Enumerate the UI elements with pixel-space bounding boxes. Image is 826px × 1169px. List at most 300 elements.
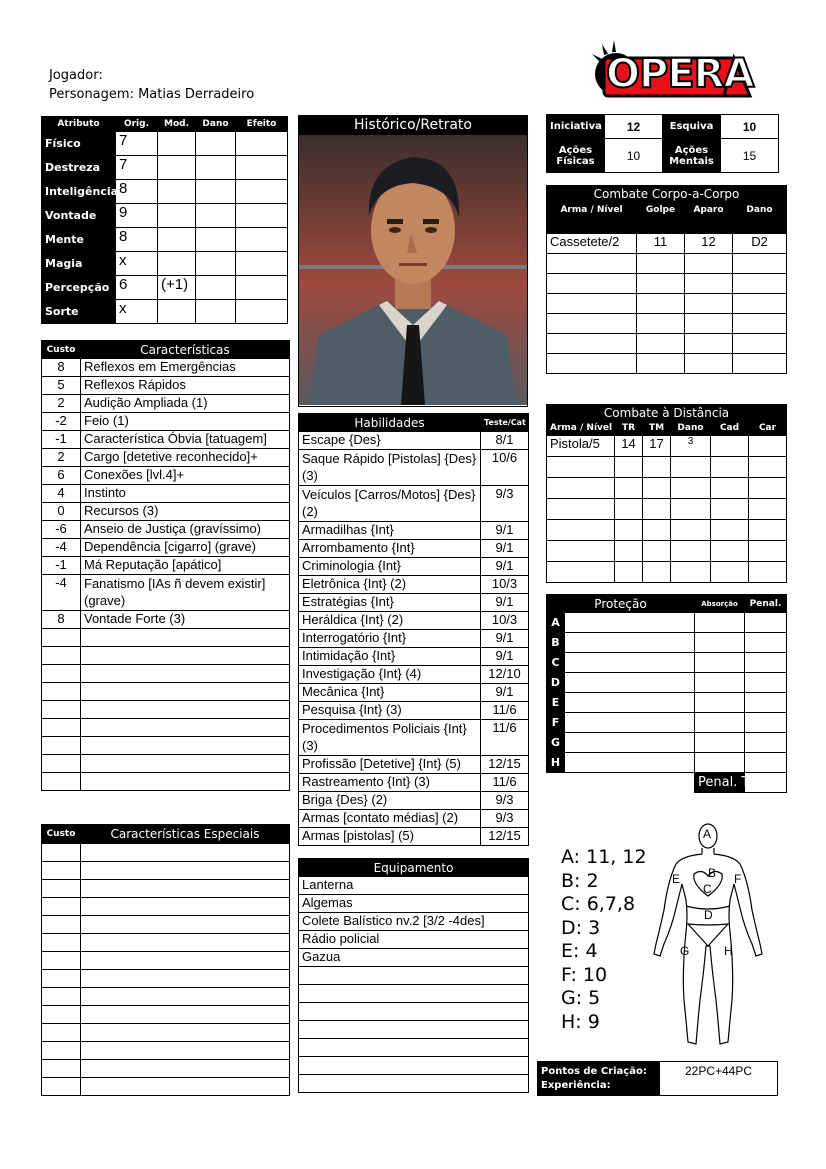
- hitpoint-line[interactable]: G: 5: [561, 987, 601, 1009]
- zone-label: F: [547, 713, 565, 733]
- ranged-tm[interactable]: [643, 499, 671, 520]
- attr-dano[interactable]: [196, 228, 236, 252]
- special-name[interactable]: [81, 844, 290, 862]
- attr-efeito[interactable]: [236, 228, 288, 252]
- zone-absorcao[interactable]: [695, 713, 745, 733]
- zone-armor[interactable]: [565, 633, 695, 653]
- skill-value[interactable]: 9/1: [481, 540, 529, 558]
- attr-efeito[interactable]: [236, 204, 288, 228]
- ranged-dano[interactable]: 3: [671, 436, 711, 457]
- zone-penal[interactable]: [745, 673, 787, 693]
- special-row: [42, 1060, 290, 1078]
- equipment-item[interactable]: [299, 1003, 529, 1021]
- esquiva-value[interactable]: 10: [721, 115, 779, 139]
- attr-dano[interactable]: [196, 252, 236, 276]
- equipment-item[interactable]: Gazua: [299, 949, 529, 967]
- ranged-tm[interactable]: 17: [643, 436, 671, 457]
- creation-points-value[interactable]: 22PC+44PC: [660, 1062, 778, 1096]
- hitpoint-line[interactable]: F: 10: [561, 963, 608, 986]
- zone-penal[interactable]: [745, 753, 787, 773]
- special-cost[interactable]: [42, 934, 81, 952]
- ranged-car[interactable]: [749, 457, 787, 478]
- char-name[interactable]: [81, 683, 290, 701]
- attr-orig[interactable]: 8: [116, 180, 158, 204]
- zone-penal[interactable]: [745, 613, 787, 633]
- char-cost[interactable]: 6: [42, 467, 81, 485]
- special-name[interactable]: [81, 952, 290, 970]
- zone-armor[interactable]: [565, 713, 695, 733]
- char-cost[interactable]: 2: [42, 395, 81, 413]
- zone-penal[interactable]: [745, 653, 787, 673]
- equipment-item[interactable]: [299, 985, 529, 1003]
- hitpoint-line[interactable]: B: 2: [561, 869, 599, 892]
- special-name[interactable]: [81, 1024, 290, 1042]
- melee-aparo[interactable]: [685, 354, 733, 374]
- attr-mod[interactable]: [158, 228, 196, 252]
- skill-value[interactable]: 9/1: [481, 594, 529, 612]
- ranged-tm[interactable]: [643, 457, 671, 478]
- zone-penal[interactable]: [745, 633, 787, 653]
- char-name[interactable]: [81, 701, 290, 719]
- attr-efeito[interactable]: [236, 252, 288, 276]
- attr-name: Físico: [42, 132, 116, 156]
- ranged-weapon[interactable]: [547, 562, 615, 583]
- special-characteristics-table: [41, 824, 290, 1096]
- zone-armor[interactable]: [565, 693, 695, 713]
- char-cost[interactable]: 2: [42, 449, 81, 467]
- melee-aparo[interactable]: [685, 294, 733, 314]
- equipment-item[interactable]: [299, 1039, 529, 1057]
- special-name[interactable]: [81, 988, 290, 1006]
- char-cost[interactable]: -4: [42, 539, 81, 557]
- zone-label: H: [547, 753, 565, 773]
- char-name[interactable]: Reflexos Rápidos: [81, 377, 290, 395]
- ranged-dano[interactable]: [671, 499, 711, 520]
- zone-absorcao[interactable]: [695, 613, 745, 633]
- attr-dano[interactable]: [196, 300, 236, 324]
- ranged-cad[interactable]: [711, 436, 749, 457]
- attr-dano[interactable]: [196, 204, 236, 228]
- char-name[interactable]: [81, 629, 290, 647]
- melee-golpe[interactable]: [637, 354, 685, 374]
- ranged-tr[interactable]: [615, 478, 643, 499]
- skill-name[interactable]: Armas [contato médias] (2): [299, 810, 481, 828]
- char-name[interactable]: Recursos (3): [81, 503, 290, 521]
- melee-golpe[interactable]: [637, 274, 685, 294]
- char-name[interactable]: [81, 755, 290, 773]
- char-name[interactable]: Instinto: [81, 485, 290, 503]
- char-row: [42, 773, 290, 791]
- attr-orig[interactable]: 6: [116, 276, 158, 300]
- skill-value[interactable]: 9/3: [481, 792, 529, 810]
- special-cost[interactable]: [42, 1006, 81, 1024]
- ranged-dano[interactable]: [671, 478, 711, 499]
- attr-efeito[interactable]: [236, 300, 288, 324]
- skills-table: [298, 413, 529, 846]
- ranged-car[interactable]: [749, 541, 787, 562]
- skill-name[interactable]: Rastreamento {Int} (3): [299, 774, 481, 792]
- ranged-dano[interactable]: [671, 520, 711, 541]
- zone-armor[interactable]: [565, 673, 695, 693]
- melee-weapon[interactable]: [547, 254, 637, 274]
- ranged-tr[interactable]: [615, 541, 643, 562]
- ranged-header-cad: Cad: [711, 421, 749, 436]
- char-cost[interactable]: 5: [42, 377, 81, 395]
- zone-penal[interactable]: [745, 733, 787, 753]
- ranged-cad[interactable]: [711, 499, 749, 520]
- special-cost[interactable]: [42, 844, 81, 862]
- char-cost[interactable]: -2: [42, 413, 81, 431]
- melee-weapon[interactable]: [547, 294, 637, 314]
- ranged-cad[interactable]: [711, 562, 749, 583]
- melee-golpe[interactable]: [637, 294, 685, 314]
- ranged-tr[interactable]: [615, 499, 643, 520]
- zone-absorcao[interactable]: [695, 753, 745, 773]
- melee-golpe[interactable]: [637, 314, 685, 334]
- char-cost[interactable]: [42, 719, 81, 737]
- equipment-item[interactable]: Colete Balístico nv.2 [3/2 -4des]: [299, 913, 529, 931]
- ranged-tm[interactable]: [643, 478, 671, 499]
- char-name[interactable]: Audição Ampliada (1): [81, 395, 290, 413]
- skill-name[interactable]: Profissão [Detetive] {Int} (5): [299, 756, 481, 774]
- skill-value[interactable]: 9/1: [481, 684, 529, 702]
- equipment-item[interactable]: Algemas: [299, 895, 529, 913]
- char-name[interactable]: [81, 737, 290, 755]
- special-name[interactable]: [81, 898, 290, 916]
- skill-value[interactable]: 9/1: [481, 522, 529, 540]
- char-cost[interactable]: 8: [42, 611, 81, 629]
- char-name[interactable]: Má Reputação [apático]: [81, 557, 290, 575]
- char-cost[interactable]: [42, 683, 81, 701]
- char-name[interactable]: [81, 665, 290, 683]
- skill-row: [299, 612, 529, 630]
- attr-mod[interactable]: [158, 300, 196, 324]
- melee-row: [547, 334, 787, 354]
- char-name[interactable]: Anseio de Justiça (gravíssimo): [81, 521, 290, 539]
- skill-value[interactable]: 10/6: [481, 450, 529, 486]
- melee-weapon[interactable]: Cassetete/2: [547, 234, 637, 254]
- skill-name[interactable]: Interrogatório {Int}: [299, 630, 481, 648]
- melee-dano[interactable]: [733, 254, 787, 274]
- attr-name: Inteligência: [42, 180, 116, 204]
- melee-aparo[interactable]: [685, 274, 733, 294]
- esquiva-label: Esquiva: [663, 115, 721, 139]
- zone-armor[interactable]: [565, 613, 695, 633]
- protection-row: [547, 753, 787, 773]
- melee-aparo[interactable]: [685, 314, 733, 334]
- zone-penal[interactable]: [745, 693, 787, 713]
- zone-absorcao[interactable]: [695, 633, 745, 653]
- ranged-dano[interactable]: [671, 562, 711, 583]
- ranged-car[interactable]: [749, 436, 787, 457]
- char-cost[interactable]: 4: [42, 485, 81, 503]
- attr-orig[interactable]: 7: [116, 156, 158, 180]
- ranged-cad[interactable]: [711, 520, 749, 541]
- hitpoint-line[interactable]: A: 11, 12: [561, 846, 647, 868]
- char-cost[interactable]: 0: [42, 503, 81, 521]
- char-cost[interactable]: [42, 647, 81, 665]
- char-cost[interactable]: -1: [42, 431, 81, 449]
- skill-name[interactable]: Estratégias {Int}: [299, 594, 481, 612]
- ranged-car[interactable]: [749, 562, 787, 583]
- skill-value[interactable]: 9/3: [481, 810, 529, 828]
- special-cost[interactable]: [42, 1024, 81, 1042]
- skill-name[interactable]: Criminologia {Int}: [299, 558, 481, 576]
- ranged-cad[interactable]: [711, 541, 749, 562]
- ranged-cad[interactable]: [711, 478, 749, 499]
- char-name[interactable]: Feio (1): [81, 413, 290, 431]
- hitpoint-line[interactable]: H: 9: [561, 1010, 600, 1033]
- skill-value[interactable]: 11/6: [481, 702, 529, 720]
- skill-name[interactable]: Pesquisa {Int} (3): [299, 702, 481, 720]
- ranged-tr[interactable]: [615, 457, 643, 478]
- char-name[interactable]: Cargo [detetive reconhecido]+: [81, 449, 290, 467]
- attr-row: [42, 180, 288, 204]
- char-cost[interactable]: [42, 773, 81, 791]
- skill-value[interactable]: 9/3: [481, 486, 529, 522]
- special-name[interactable]: [81, 916, 290, 934]
- ranged-tr[interactable]: [615, 520, 643, 541]
- char-name[interactable]: [81, 773, 290, 791]
- special-cost[interactable]: [42, 898, 81, 916]
- attr-orig[interactable]: x: [116, 252, 158, 276]
- special-name[interactable]: [81, 1060, 290, 1078]
- equipment-item[interactable]: Lanterna: [299, 877, 529, 895]
- equipment-item[interactable]: Rádio policial: [299, 931, 529, 949]
- attr-efeito[interactable]: [236, 180, 288, 204]
- ranged-car[interactable]: [749, 499, 787, 520]
- attr-name: Percepção: [42, 276, 116, 300]
- skill-value[interactable]: 9/1: [481, 648, 529, 666]
- special-name[interactable]: [81, 862, 290, 880]
- attr-efeito[interactable]: [236, 156, 288, 180]
- special-row: [42, 1078, 290, 1096]
- char-cost[interactable]: -6: [42, 521, 81, 539]
- skill-value[interactable]: 8/1: [481, 432, 529, 450]
- char-cost[interactable]: [42, 665, 81, 683]
- attr-orig[interactable]: x: [116, 300, 158, 324]
- char-cost[interactable]: [42, 755, 81, 773]
- skill-name[interactable]: Armas [pistolas] (5): [299, 828, 481, 846]
- melee-golpe[interactable]: [637, 254, 685, 274]
- skill-name[interactable]: Eletrônica {Int} (2): [299, 576, 481, 594]
- char-row: [42, 737, 290, 755]
- body-label-f: F: [734, 872, 742, 886]
- zone-armor[interactable]: [565, 753, 695, 773]
- melee-aparo[interactable]: [685, 334, 733, 354]
- special-cost[interactable]: [42, 970, 81, 988]
- char-cost[interactable]: [42, 701, 81, 719]
- iniciativa-label: Iniciativa: [547, 115, 605, 139]
- char-row: [42, 449, 290, 467]
- char-row: [42, 377, 290, 395]
- attr-mod[interactable]: [158, 252, 196, 276]
- acoes-fisicas-label: Ações Físicas: [547, 139, 605, 173]
- char-name[interactable]: Conexões [lvl.4]+: [81, 467, 290, 485]
- melee-dano[interactable]: [733, 314, 787, 334]
- acoes-mentais-value[interactable]: 15: [721, 139, 779, 173]
- skill-value[interactable]: 12/15: [481, 756, 529, 774]
- attr-row: [42, 132, 288, 156]
- ranged-weapon[interactable]: [547, 478, 615, 499]
- melee-aparo[interactable]: 12: [685, 234, 733, 254]
- melee-dano[interactable]: [733, 294, 787, 314]
- melee-dano[interactable]: [733, 354, 787, 374]
- char-cost[interactable]: -4: [42, 575, 81, 611]
- char-name[interactable]: Reflexos em Emergências: [81, 359, 290, 377]
- attr-mod[interactable]: [158, 204, 196, 228]
- special-name[interactable]: [81, 934, 290, 952]
- melee-weapon[interactable]: [547, 314, 637, 334]
- acoes-fisicas-value[interactable]: 10: [605, 139, 663, 173]
- equipment-item[interactable]: [299, 967, 529, 985]
- special-name[interactable]: [81, 1042, 290, 1060]
- special-cost[interactable]: [42, 1060, 81, 1078]
- skill-value[interactable]: 12/15: [481, 828, 529, 846]
- ranged-dano[interactable]: [671, 457, 711, 478]
- skill-name[interactable]: Intimidação {Int}: [299, 648, 481, 666]
- attr-orig[interactable]: 9: [116, 204, 158, 228]
- char-row: [42, 395, 290, 413]
- zone-armor[interactable]: [565, 653, 695, 673]
- equipment-item[interactable]: [299, 1057, 529, 1075]
- zone-absorcao[interactable]: [695, 733, 745, 753]
- skill-value[interactable]: 12/10: [481, 666, 529, 684]
- ranged-tm[interactable]: [643, 541, 671, 562]
- ranged-tm[interactable]: [643, 520, 671, 541]
- attr-dano[interactable]: [196, 156, 236, 180]
- melee-aparo[interactable]: [685, 254, 733, 274]
- protection-row: [547, 713, 787, 733]
- special-cost[interactable]: [42, 952, 81, 970]
- char-cost[interactable]: [42, 737, 81, 755]
- attr-orig[interactable]: 7: [116, 132, 158, 156]
- special-name[interactable]: [81, 1078, 290, 1096]
- attr-mod[interactable]: [158, 156, 196, 180]
- skill-value[interactable]: 11/6: [481, 774, 529, 792]
- attr-mod[interactable]: [158, 180, 196, 204]
- zone-absorcao[interactable]: [695, 693, 745, 713]
- char-name[interactable]: [81, 647, 290, 665]
- attr-dano[interactable]: [196, 132, 236, 156]
- attr-efeito[interactable]: [236, 132, 288, 156]
- ranged-car[interactable]: [749, 520, 787, 541]
- melee-weapon[interactable]: [547, 334, 637, 354]
- char-name[interactable]: Característica Óbvia [tatuagem]: [81, 431, 290, 449]
- ranged-dano[interactable]: [671, 541, 711, 562]
- char-name[interactable]: [81, 719, 290, 737]
- char-cost[interactable]: 8: [42, 359, 81, 377]
- melee-weapon[interactable]: [547, 354, 637, 374]
- attr-row: [42, 204, 288, 228]
- equipment-item[interactable]: [299, 1021, 529, 1039]
- melee-golpe[interactable]: [637, 334, 685, 354]
- skill-name[interactable]: Heráldica {Int} (2): [299, 612, 481, 630]
- char-cost[interactable]: [42, 629, 81, 647]
- hitpoint-line[interactable]: D: 3: [561, 916, 601, 939]
- attr-dano[interactable]: [196, 180, 236, 204]
- melee-weapon[interactable]: [547, 274, 637, 294]
- skill-value[interactable]: 9/1: [481, 558, 529, 576]
- zone-label: A: [547, 613, 565, 633]
- ranged-car[interactable]: [749, 478, 787, 499]
- skill-name[interactable]: Saque Rápido [Pistolas] {Des} (3): [299, 450, 481, 486]
- hitpoint-line[interactable]: E: 4: [561, 940, 598, 962]
- attr-name: Mente: [42, 228, 116, 252]
- attr-mod[interactable]: (+1): [158, 276, 196, 300]
- melee-row: [547, 314, 787, 334]
- skill-value[interactable]: 9/1: [481, 630, 529, 648]
- ranged-weapon[interactable]: [547, 541, 615, 562]
- attr-dano[interactable]: [196, 276, 236, 300]
- skill-value[interactable]: 11/6: [481, 720, 529, 756]
- melee-dano[interactable]: [733, 274, 787, 294]
- skill-name[interactable]: Veículos [Carros/Motos] {Des} (2): [299, 486, 481, 522]
- ranged-weapon[interactable]: [547, 499, 615, 520]
- ranged-cad[interactable]: [711, 457, 749, 478]
- skill-value[interactable]: 10/3: [481, 576, 529, 594]
- ranged-weapon[interactable]: [547, 457, 615, 478]
- special-cost[interactable]: [42, 1042, 81, 1060]
- character-name[interactable]: Matias Derradeiro: [138, 87, 255, 102]
- skill-name[interactable]: Briga {Des} (2): [299, 792, 481, 810]
- attr-orig[interactable]: 8: [116, 228, 158, 252]
- skill-name[interactable]: Armadilhas {Int}: [299, 522, 481, 540]
- ranged-tm[interactable]: [643, 562, 671, 583]
- special-cost[interactable]: [42, 862, 81, 880]
- skill-name[interactable]: Investigação {Int} (4): [299, 666, 481, 684]
- melee-dano[interactable]: D2: [733, 234, 787, 254]
- special-cost[interactable]: [42, 1078, 81, 1096]
- attr-mod[interactable]: [158, 132, 196, 156]
- skill-name[interactable]: Arrombamento {Int}: [299, 540, 481, 558]
- logo-text: OPERA: [606, 51, 754, 97]
- zone-penal[interactable]: [745, 713, 787, 733]
- ranged-tr[interactable]: 14: [615, 436, 643, 457]
- melee-golpe[interactable]: 11: [637, 234, 685, 254]
- special-name[interactable]: [81, 1006, 290, 1024]
- special-cost[interactable]: [42, 988, 81, 1006]
- ranged-weapon[interactable]: [547, 520, 615, 541]
- iniciativa-value[interactable]: 12: [605, 115, 663, 139]
- ranged-title: Combate à Distância: [547, 405, 787, 421]
- attr-header-atributo: Atributo: [42, 117, 116, 132]
- special-name[interactable]: [81, 880, 290, 898]
- ranged-weapon[interactable]: Pistola/5: [547, 436, 615, 457]
- equipment-item[interactable]: [299, 1075, 529, 1093]
- ranged-tr[interactable]: [615, 562, 643, 583]
- char-name[interactable]: Vontade Forte (3): [81, 611, 290, 629]
- skill-name[interactable]: Escape {Des}: [299, 432, 481, 450]
- special-name[interactable]: [81, 970, 290, 988]
- ranged-header-arma: Arma / Nível: [547, 421, 615, 436]
- skill-name[interactable]: Procedimentos Policiais {Int} (3): [299, 720, 481, 756]
- char-cost[interactable]: -1: [42, 557, 81, 575]
- melee-dano[interactable]: [733, 334, 787, 354]
- skill-name[interactable]: Mecânica {Int}: [299, 684, 481, 702]
- special-cost[interactable]: [42, 880, 81, 898]
- attr-efeito[interactable]: [236, 276, 288, 300]
- skill-row: [299, 648, 529, 666]
- zone-absorcao[interactable]: [695, 673, 745, 693]
- special-cost[interactable]: [42, 916, 81, 934]
- zone-absorcao[interactable]: [695, 653, 745, 673]
- zone-armor[interactable]: [565, 733, 695, 753]
- char-name[interactable]: Fanatismo [IAs ñ devem existir] (grave): [81, 575, 290, 611]
- char-name[interactable]: Dependência [cigarro] (grave): [81, 539, 290, 557]
- skill-value[interactable]: 10/3: [481, 612, 529, 630]
- hitpoint-line[interactable]: C: 6,7,8: [561, 893, 636, 915]
